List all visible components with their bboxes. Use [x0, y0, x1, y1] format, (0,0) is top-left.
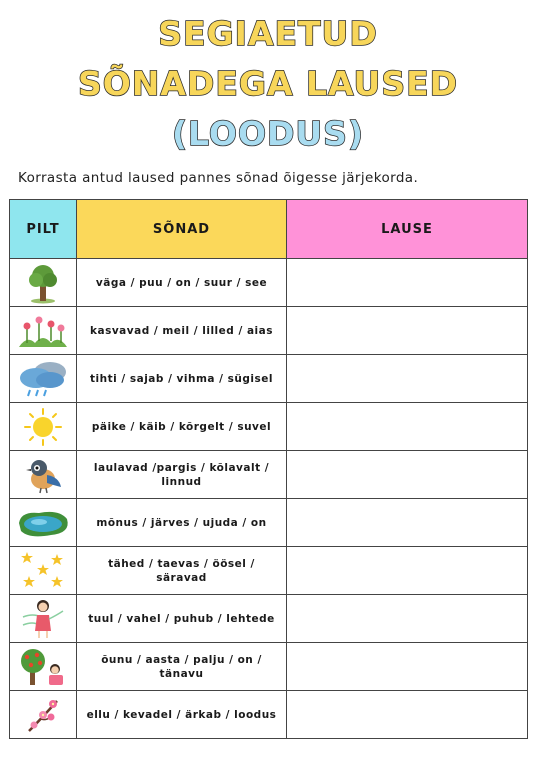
title-line-1: SEGIAETUD [158, 14, 378, 53]
header-sonad: SÕNAD [77, 200, 287, 259]
table-row [10, 499, 528, 547]
lause-cell[interactable] [287, 595, 528, 643]
table-row [10, 307, 528, 355]
words-cell: väga / puu / on / suur / see [77, 259, 287, 307]
stars-icon [19, 550, 67, 592]
table-row [10, 403, 528, 451]
lause-cell[interactable] [287, 307, 528, 355]
table-row [10, 547, 528, 595]
lause-cell[interactable] [287, 499, 528, 547]
words-cell: tuul / vahel / puhub / lehtede [77, 595, 287, 643]
lause-cell[interactable] [287, 547, 528, 595]
flowers-icon [17, 313, 69, 349]
instruction-text: Korrasta antud laused pannes sõnad õigesse järjekorda. [18, 170, 419, 186]
girl-wind-icon [21, 597, 65, 641]
header-pilt: PILT [10, 200, 77, 259]
words-cell: mõnus / järves / ujuda / on [77, 499, 287, 547]
words-cell: ellu / kevadel / ärkab / loodus [77, 691, 287, 739]
words-cell: päike / käib / kõrgelt / suvel [77, 403, 287, 451]
title-line-2: SÕNADEGA LAUSED [77, 64, 459, 103]
sun-icon [23, 407, 63, 447]
exercise-table [9, 199, 528, 739]
table-row [10, 259, 528, 307]
words-cell: tähed / taevas / öösel / säravad [77, 547, 287, 595]
table-row [10, 355, 528, 403]
header-lause: LAUSE [287, 200, 528, 259]
lause-cell[interactable] [287, 643, 528, 691]
tree-icon [23, 262, 63, 304]
lause-cell[interactable] [287, 403, 528, 451]
lause-cell[interactable] [287, 259, 528, 307]
table-row [10, 595, 528, 643]
pond-icon [15, 507, 71, 539]
table-row [10, 643, 528, 691]
lause-cell[interactable] [287, 451, 528, 499]
bird-icon [23, 455, 63, 495]
table-header-row [10, 200, 528, 259]
words-cell: tihti / sajab / vihma / sügisel [77, 355, 287, 403]
table-row [10, 451, 528, 499]
lause-cell[interactable] [287, 691, 528, 739]
apple-tree-icon [17, 647, 69, 687]
blossom-branch-icon [23, 695, 63, 735]
table-row [10, 691, 528, 739]
rain-cloud-icon [16, 358, 70, 400]
lause-cell[interactable] [287, 355, 528, 403]
words-cell: õunu / aasta / palju / on / tänavu [77, 643, 287, 691]
words-cell: laulavad /pargis / kõlavalt / linnud [77, 451, 287, 499]
words-cell: kasvavad / meil / lilled / aias [77, 307, 287, 355]
title-line-3: (LOODUS) [171, 114, 365, 153]
